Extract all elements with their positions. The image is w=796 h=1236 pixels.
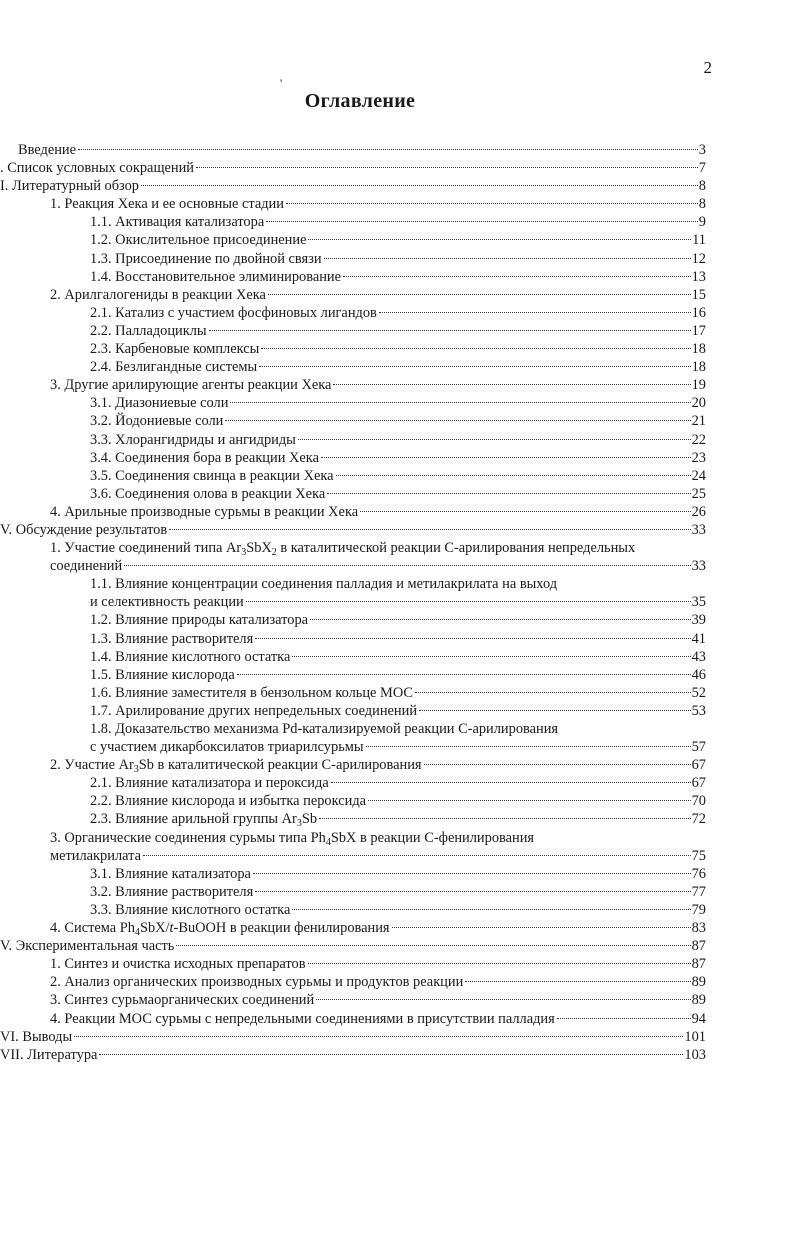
- toc-entry-page: 89: [691, 992, 706, 1009]
- toc-entry-title: 2. Анализ органических производных сурьмы и продуктов реакции: [50, 974, 464, 991]
- toc-entry-title: метилакрилата: [50, 847, 141, 864]
- toc-entry-page: 12: [691, 250, 706, 267]
- toc-entry: [0, 991, 706, 1009]
- toc-entry-title: 1.5. Влияние кислорода: [90, 666, 235, 683]
- toc-entry-title: 3.2. Йодониевые соли: [90, 413, 224, 430]
- toc-entry: [0, 883, 706, 901]
- table-of-contents: [0, 141, 706, 1064]
- toc-entry-page: 87: [691, 938, 706, 955]
- toc-entry-title: 1. Реакция Хека и ее основные стадии: [50, 196, 284, 213]
- toc-entry-page: 7: [698, 160, 706, 177]
- toc-entry: [0, 213, 706, 231]
- toc-entry: [0, 231, 706, 249]
- toc-entry-title: 3. Синтез сурьмаорганических соединений: [50, 992, 315, 1009]
- toc-entry: [0, 322, 706, 340]
- toc-entry: [0, 449, 706, 467]
- toc-entry-page: 89: [691, 974, 706, 991]
- toc-entry-page: 77: [691, 883, 706, 900]
- toc-entry-page: 67: [691, 757, 706, 774]
- toc-entry-page: 33: [691, 558, 706, 575]
- toc-entry-page: 15: [691, 286, 706, 303]
- toc-entry: [0, 557, 706, 575]
- toc-entry-page: 35: [691, 594, 706, 611]
- toc-entry-title: 3.6. Соединения олова в реакции Хека: [90, 485, 326, 502]
- toc-entry: [0, 684, 706, 702]
- toc-entry-title: 1.1. Активация катализатора: [90, 214, 265, 231]
- toc-entry: [0, 810, 706, 828]
- toc-entry-title: 1.7. Арилирование других непредельных соединений: [90, 702, 418, 719]
- toc-entry-page: 3: [698, 142, 706, 158]
- toc-entry-title: 3.2. Влияние растворителя: [90, 883, 254, 900]
- toc-entry-title: 2.1. Влияние катализатора и пероксида: [90, 775, 329, 792]
- toc-entry-page: 94: [691, 1010, 706, 1027]
- toc-entry: [0, 630, 706, 648]
- toc-entry-page: 79: [691, 901, 706, 918]
- page-title: Оглавление: [304, 90, 416, 112]
- toc-entry-page: 20: [691, 395, 706, 412]
- toc-entry: [0, 304, 706, 322]
- toc-entry: [0, 485, 706, 503]
- toc-entry-page: 46: [691, 666, 706, 683]
- toc-entry-page: 23: [691, 449, 706, 466]
- toc-entry: [0, 792, 706, 810]
- toc-entry-page: 52: [691, 684, 706, 701]
- toc-entry: [0, 376, 706, 394]
- toc-entry-page: 67: [691, 775, 706, 792]
- toc-entry-page: 18: [691, 359, 706, 376]
- toc-entry: [0, 666, 706, 684]
- toc-entry-page: 17: [691, 322, 706, 339]
- toc-entry-title: V. Экспериментальная часть: [0, 938, 175, 955]
- toc-entry-page: 18: [691, 341, 706, 358]
- toc-entry-page: 83: [691, 920, 706, 937]
- toc-entry-title: 1.4. Восстановительное элиминирование: [90, 268, 342, 285]
- toc-entry-title: 3.3. Влияние кислотного остатка: [90, 901, 291, 918]
- toc-entry: [0, 648, 706, 666]
- toc-entry: [0, 919, 706, 937]
- toc-entry: [0, 847, 706, 865]
- toc-entry-page: 57: [691, 739, 706, 756]
- toc-entry-title: 1.6. Влияние заместителя в бензольном кольце МОС: [90, 684, 413, 701]
- toc-entry-page: 39: [691, 612, 706, 629]
- toc-entry-page: 103: [684, 1046, 706, 1063]
- toc-entry: [0, 250, 706, 268]
- toc-entry-title: I. Литературный обзор: [0, 178, 140, 195]
- toc-entry-title: 4. Реакции МОС сурьмы с непредельными соединениями в присутствии палладия: [50, 1010, 555, 1027]
- toc-entry: [0, 865, 706, 883]
- toc-entry-title: 1.1. Влияние концентрации соединения палладия и метилакрилата на выход: [90, 576, 558, 593]
- toc-entry: [0, 177, 706, 195]
- toc-entry: [0, 467, 706, 485]
- toc-entry-title: и селективность реакции: [90, 594, 244, 611]
- toc-entry-title: 4. Система $Ph_4SbX/t$-BuOOH в реакции фенилирования: [50, 920, 390, 939]
- toc-entry-title: 2. Арилгалогениды в реакции Хека: [50, 286, 266, 303]
- toc-entry-page: 16: [691, 304, 706, 321]
- toc-entry: [0, 1010, 706, 1028]
- toc-entry: [0, 955, 706, 973]
- stray-mark: ': [280, 76, 283, 90]
- page-number: 2: [703, 58, 712, 77]
- toc-entry: [0, 394, 706, 412]
- toc-entry: [0, 431, 706, 449]
- toc-entry-title: 3.1. Диазониевые соли: [90, 395, 229, 412]
- toc-entry-title: 1.4. Влияние кислотного остатка: [90, 648, 291, 665]
- toc-entry-title: 3.4. Соединения бора в реакции Хека: [90, 449, 319, 466]
- toc-entry-title: V. Обсуждение результатов: [0, 521, 168, 538]
- toc-entry: [0, 141, 706, 159]
- toc-entry: [0, 358, 706, 376]
- toc-entry-title: 3. Другие арилирующие агенты реакции Хека: [50, 377, 332, 394]
- toc-entry: [0, 738, 706, 756]
- toc-entry-title: 1.3. Присоединение по двойной связи: [90, 250, 322, 267]
- toc-entry: [0, 340, 706, 358]
- toc-entry: [0, 195, 706, 213]
- toc-entry-title: 3.5. Соединения свинца в реакции Хека: [90, 467, 334, 484]
- toc-entry-page: 87: [691, 956, 706, 973]
- toc-entry: [0, 829, 706, 847]
- toc-entry: [0, 720, 706, 738]
- toc-entry-title: 2.2. Палладоциклы: [90, 322, 207, 339]
- toc-entry: [0, 973, 706, 991]
- toc-entry-title: Введение: [18, 142, 77, 158]
- toc-entry-page: 25: [691, 485, 706, 502]
- toc-entry: [0, 412, 706, 430]
- toc-entry: [0, 593, 706, 611]
- toc-entry: [0, 286, 706, 304]
- toc-entry-title: VI. Выводы: [0, 1028, 73, 1045]
- toc-entry-title: 2.1. Катализ с участием фосфиновых лигандов: [90, 304, 377, 321]
- toc-entry: [0, 539, 706, 557]
- toc-entry-title: с участием дикарбоксилатов триарилсурьмы: [90, 739, 364, 756]
- toc-entry-page: 72: [691, 811, 706, 828]
- toc-entry-title: 2.3. Карбеновые комплексы: [90, 341, 260, 358]
- toc-entry-title: 3. Органические соединения сурьмы типа $Ph_4SbX$ в реакции С-фенилирования: [50, 829, 535, 848]
- toc-entry: [0, 1046, 706, 1064]
- toc-entry-title: соединений: [50, 558, 123, 575]
- toc-entry-page: 43: [691, 648, 706, 665]
- toc-entry: [0, 268, 706, 286]
- toc-entry-page: 13: [691, 268, 706, 285]
- toc-entry-title: VII. Литература: [0, 1046, 98, 1063]
- toc-entry-page: 11: [692, 232, 706, 249]
- toc-entry: [0, 1028, 706, 1046]
- toc-entry: [0, 774, 706, 792]
- toc-entry-title: 2.2. Влияние кислорода и избытка пероксида: [90, 793, 367, 810]
- toc-entry-page: 26: [691, 503, 706, 520]
- toc-entry-title: . Список условных сокращений: [0, 160, 195, 177]
- toc-entry: [0, 575, 706, 593]
- toc-entry-page: 9: [698, 214, 706, 231]
- toc-entry: [0, 159, 706, 177]
- toc-entry-page: 70: [691, 793, 706, 810]
- toc-entry-title: 1.8. Доказательство механизма Pd-катализируемой реакции С-арилирования: [90, 721, 559, 737]
- toc-entry: [0, 702, 706, 720]
- toc-entry: [0, 503, 706, 521]
- toc-entry-title: 2. Участие $Ar_3Sb$ в каталитической реакции С-арилирования: [50, 757, 422, 776]
- toc-entry-page: 22: [691, 431, 706, 448]
- toc-entry: [0, 937, 706, 955]
- toc-entry-page: 21: [691, 413, 706, 430]
- toc-entry-page: 19: [691, 377, 706, 394]
- toc-entry-title: 4. Арильные производные сурьмы в реакции Хека: [50, 503, 359, 520]
- toc-entry-page: 76: [691, 865, 706, 882]
- toc-entry: [0, 611, 706, 629]
- toc-entry-page: 33: [691, 521, 706, 538]
- toc-entry: [0, 756, 706, 774]
- toc-entry-page: 8: [698, 178, 706, 195]
- toc-entry-title: 3.3. Хлорангидриды и ангидриды: [90, 431, 296, 448]
- toc-entry-page: 101: [684, 1028, 706, 1045]
- toc-entry-title: 1. Участие соединений типа $Ar_3SbX_2$ в каталитической реакции С-арилирования непредельных: [50, 540, 636, 559]
- toc-entry-title: 2.4. Безлигандные системы: [90, 359, 258, 376]
- toc-entry-title: 1.2. Влияние природы катализатора: [90, 612, 309, 629]
- toc-entry-page: 8: [698, 196, 706, 213]
- toc-entry: [0, 901, 706, 919]
- toc-entry-page: 75: [691, 847, 706, 864]
- toc-entry-page: 24: [691, 467, 706, 484]
- toc-entry-title: 1.2. Окислительное присоединение: [90, 232, 307, 249]
- toc-entry-page: 41: [691, 630, 706, 647]
- toc-entry-title: 1.3. Влияние растворителя: [90, 630, 254, 647]
- toc-entry-title: 3.1. Влияние катализатора: [90, 865, 251, 882]
- toc-entry-page: 53: [691, 702, 706, 719]
- toc-entry-title: 2.3. Влияние арильной группы $Ar_3Sb$: [90, 811, 318, 830]
- toc-entry-title: 1. Синтез и очистка исходных препаратов: [50, 956, 306, 973]
- toc-entry: [0, 521, 706, 539]
